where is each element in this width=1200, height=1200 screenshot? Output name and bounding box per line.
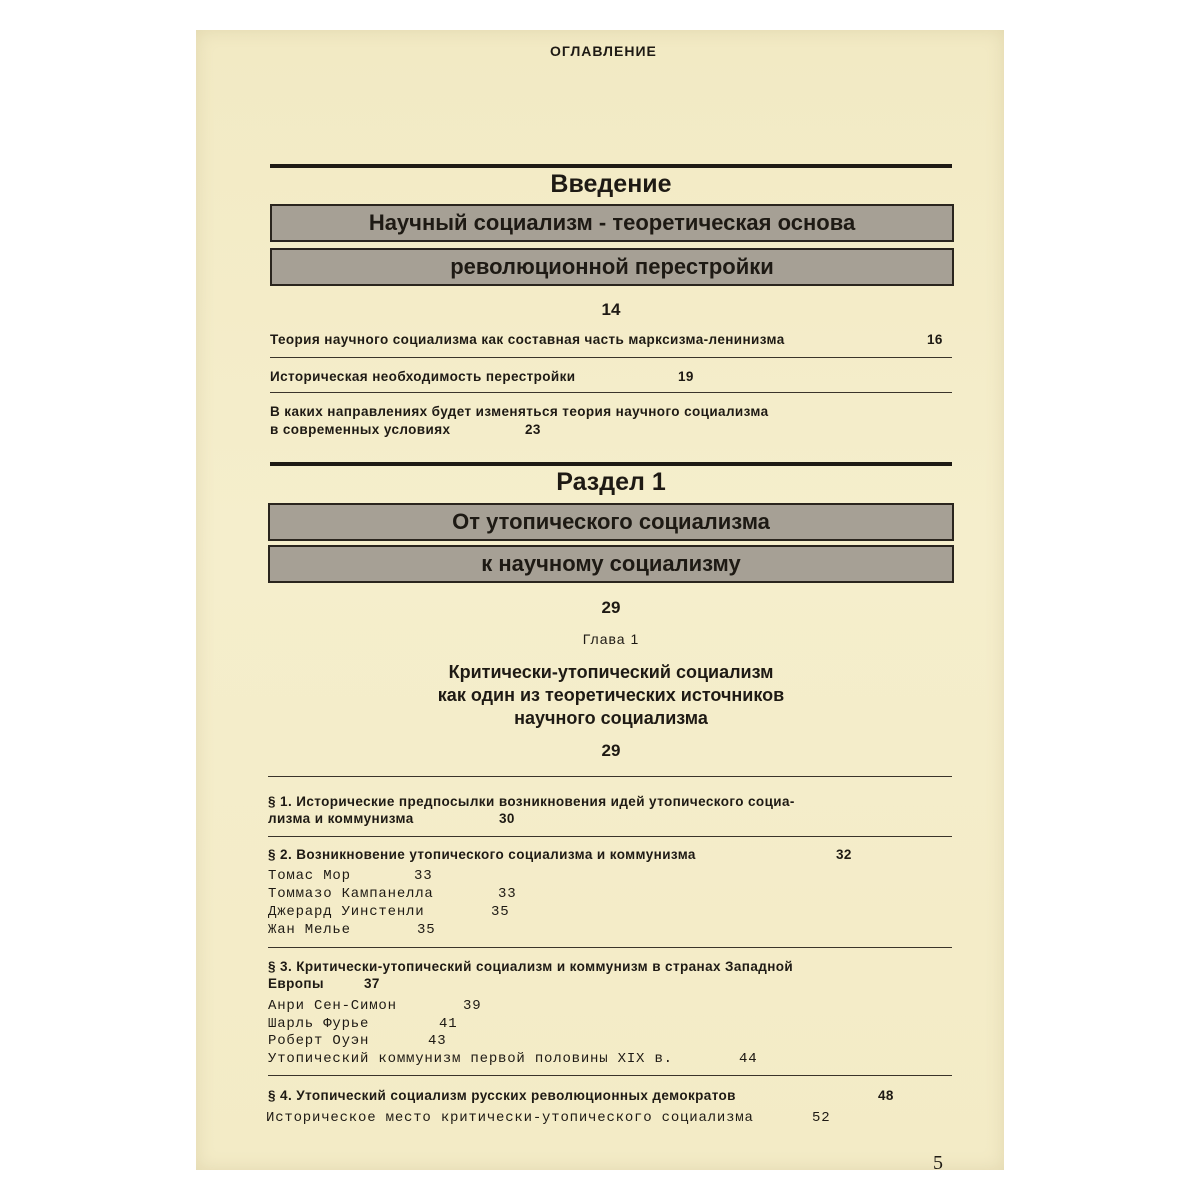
chapter-title-line-1: Критически-утопический социализм bbox=[448, 662, 774, 682]
section1-title-band-2: к научному социализму bbox=[268, 545, 954, 583]
page-folio-number: 5 bbox=[933, 1152, 943, 1174]
sub-entry-page: 43 bbox=[428, 1033, 447, 1049]
paragraph-entry-page: 48 bbox=[878, 1088, 894, 1103]
divider bbox=[270, 392, 952, 393]
sub-entry-page: 35 bbox=[417, 922, 436, 938]
section1-heading: Раздел 1 bbox=[556, 468, 666, 496]
toc-entry-page: 19 bbox=[678, 369, 694, 384]
sub-entry-page: 44 bbox=[739, 1051, 758, 1067]
divider bbox=[268, 1075, 952, 1076]
section1-title-band-1: От утопического социализма bbox=[268, 503, 954, 541]
sub-entry: Утопический коммунизм первой половины XIX в. bbox=[268, 1051, 673, 1067]
sub-entry-page: 33 bbox=[414, 868, 433, 884]
intro-title-band-1: Научный социализм - теоретическая основа bbox=[270, 204, 954, 242]
paragraph-entry: § 1. Исторические предпосылки возникновения идей утопического социа- bbox=[268, 794, 795, 809]
section1-page-number: 29 bbox=[601, 598, 621, 617]
sub-entry: Анри Сен-Симон bbox=[268, 998, 397, 1014]
toc-entry: Историческая необходимость перестройки bbox=[270, 369, 576, 384]
page-header-title: ОГЛАВЛЕНИЕ bbox=[550, 43, 657, 59]
toc-entry-continuation: в современных условиях bbox=[270, 422, 451, 437]
sub-entry: Джерард Уинстенли bbox=[268, 904, 425, 920]
sub-entry: Шарль Фурье bbox=[268, 1016, 370, 1032]
book-page bbox=[196, 30, 1004, 1174]
divider bbox=[268, 947, 952, 948]
sub-entry-page: 33 bbox=[498, 886, 517, 902]
paragraph-entry: § 4. Утопический социализм русских революционных демократов bbox=[268, 1088, 736, 1103]
sub-entry: Томас Мор bbox=[268, 868, 351, 884]
section1-top-rule bbox=[270, 462, 952, 466]
paragraph-entry-continuation: Европы bbox=[268, 976, 324, 991]
sub-entry: Историческое место критически-утопического социализма bbox=[266, 1110, 754, 1126]
paragraph-entry: § 3. Критически-утопический социализм и коммунизм в странах Западной bbox=[268, 959, 794, 974]
chapter-page-number: 29 bbox=[601, 741, 621, 760]
paragraph-entry: § 2. Возникновение утопического социализма и коммунизма bbox=[268, 847, 696, 862]
sub-entry-page: 52 bbox=[812, 1110, 831, 1126]
sub-entry-page: 35 bbox=[491, 904, 510, 920]
paragraph-entry-page: 32 bbox=[836, 847, 852, 862]
toc-entry: Теория научного социализма как составная часть марксизма-ленинизма bbox=[270, 332, 785, 347]
chapter-title-line-2: как один из теоретических источников bbox=[437, 685, 785, 705]
sub-entry: Жан Мелье bbox=[268, 922, 351, 938]
sub-entry-page: 41 bbox=[439, 1016, 458, 1032]
intro-title-band-2: революционной перестройки bbox=[270, 248, 954, 286]
sub-entry: Роберт Оуэн bbox=[268, 1033, 370, 1049]
divider bbox=[268, 836, 952, 837]
paragraph-entry-page: 30 bbox=[499, 811, 515, 826]
toc-entry-page: 23 bbox=[525, 422, 541, 437]
chapter-label: Глава 1 bbox=[582, 631, 640, 647]
intro-page-number: 14 bbox=[601, 300, 621, 319]
sub-entry: Томмазо Кампанелла bbox=[268, 886, 434, 902]
intro-heading: Введение bbox=[550, 170, 672, 198]
divider bbox=[270, 357, 952, 358]
chapter-title-line-3: научного социализма bbox=[514, 708, 708, 728]
paragraph-entry-continuation: лизма и коммунизма bbox=[268, 811, 414, 826]
divider bbox=[268, 776, 952, 777]
toc-entry: В каких направлениях будет изменяться теория научного социализма bbox=[270, 404, 769, 419]
sub-entry-page: 39 bbox=[463, 998, 482, 1014]
toc-entry-page: 16 bbox=[927, 332, 943, 347]
paragraph-entry-page: 37 bbox=[364, 976, 380, 991]
intro-top-rule bbox=[270, 164, 952, 168]
